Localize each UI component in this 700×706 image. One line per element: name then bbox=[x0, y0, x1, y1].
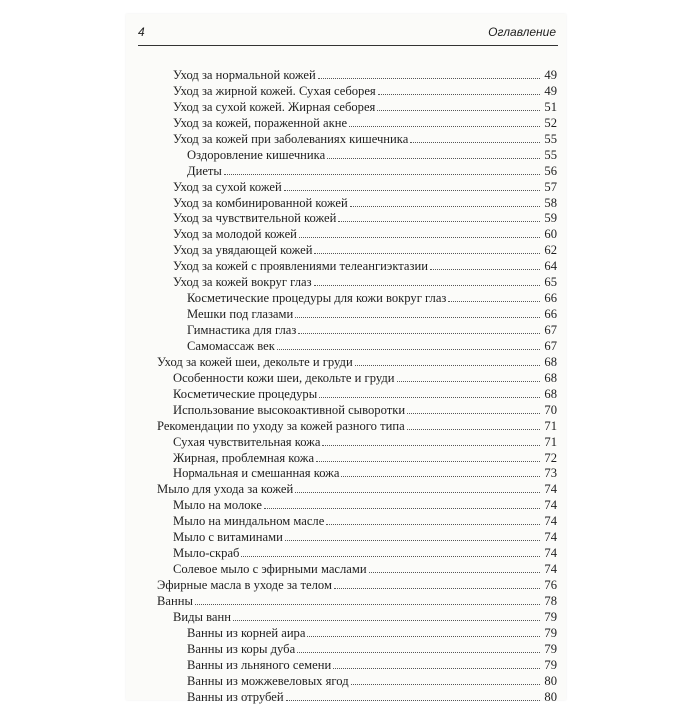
toc-entry-title: Рекомендации по уходу за кожей разного типа bbox=[157, 418, 405, 433]
toc-entry bbox=[157, 84, 557, 100]
toc-entry-title: Уход за кожей вокруг глаз bbox=[173, 275, 312, 290]
toc-entry bbox=[157, 626, 557, 642]
toc-entry-page: 55 bbox=[544, 131, 557, 146]
toc-entry-page: 79 bbox=[544, 641, 557, 656]
dot-leader bbox=[341, 466, 540, 477]
toc-entry-page: 55 bbox=[544, 147, 557, 162]
toc-entry bbox=[157, 451, 557, 467]
dot-leader bbox=[298, 323, 540, 334]
toc-entry-page: 49 bbox=[544, 83, 557, 98]
toc-entry-title: Мешки под глазами bbox=[187, 307, 294, 322]
dot-leader bbox=[334, 578, 540, 589]
toc-entry-title: Мыло на миндальном масле bbox=[173, 514, 325, 529]
toc-entry-title: Косметические процедуры bbox=[173, 386, 318, 401]
dot-leader bbox=[318, 68, 540, 79]
toc-entry-title: Уход за комбинированной кожей bbox=[173, 195, 348, 210]
dot-leader bbox=[369, 562, 540, 573]
toc-entry bbox=[157, 132, 557, 148]
toc-entry-page: 68 bbox=[544, 354, 557, 369]
toc-entry-title: Мыло на молоке bbox=[173, 498, 262, 513]
toc-entry-page: 74 bbox=[544, 498, 557, 513]
toc-entry bbox=[157, 578, 557, 594]
dot-leader bbox=[316, 451, 540, 462]
toc-entry-page: 73 bbox=[544, 466, 557, 481]
toc-entry bbox=[157, 100, 557, 116]
toc-entry bbox=[157, 387, 557, 403]
toc-entry-title: Сухая чувствительная кожа bbox=[173, 434, 321, 449]
toc-entry-title: Использование высокоактивной сыворотки bbox=[173, 402, 406, 417]
dot-leader bbox=[326, 514, 540, 525]
toc-entry-title: Уход за жирной кожей. Сухая себорея bbox=[173, 83, 376, 98]
toc-entry bbox=[157, 610, 557, 626]
toc-entry-title: Мыло для ухода за кожей bbox=[157, 482, 294, 497]
dot-leader bbox=[349, 116, 540, 127]
toc-entry-page: 68 bbox=[544, 370, 557, 385]
dot-leader bbox=[297, 642, 540, 653]
toc-entry-page: 66 bbox=[544, 307, 557, 322]
dot-leader bbox=[430, 259, 540, 270]
toc-entry bbox=[157, 562, 557, 578]
toc-entry bbox=[157, 658, 557, 674]
toc-entry-title: Особенности кожи шеи, декольте и груди bbox=[173, 370, 395, 385]
toc-entry-title: Уход за сухой кожей bbox=[173, 179, 282, 194]
toc-entry bbox=[157, 530, 557, 546]
toc-entry bbox=[157, 355, 557, 371]
dot-leader bbox=[277, 339, 540, 350]
toc-entry bbox=[157, 546, 557, 562]
dot-leader bbox=[333, 658, 540, 669]
dot-leader bbox=[233, 610, 540, 621]
toc-entry bbox=[157, 196, 557, 212]
toc-entry-page: 74 bbox=[544, 482, 557, 497]
toc-entry-title: Ванны из отрубей bbox=[187, 689, 284, 704]
toc-entry-title: Солевое мыло с эфирными маслами bbox=[173, 562, 367, 577]
toc-entry bbox=[157, 642, 557, 658]
toc-entry-page: 67 bbox=[544, 338, 557, 353]
dot-leader bbox=[195, 594, 540, 605]
toc-entry-page: 71 bbox=[544, 434, 557, 449]
toc-entry-title: Косметические процедуры для кожи вокруг глаз bbox=[187, 291, 447, 306]
dot-leader bbox=[355, 355, 540, 366]
toc-entry-page: 60 bbox=[544, 227, 557, 242]
dot-leader bbox=[295, 482, 540, 493]
toc-entry bbox=[157, 243, 557, 259]
dot-leader bbox=[351, 674, 540, 685]
toc-entry-page: 79 bbox=[544, 609, 557, 624]
dot-leader bbox=[319, 387, 540, 398]
toc-entry-title: Эфирные масла в уходе за телом bbox=[157, 578, 332, 592]
dot-leader bbox=[295, 307, 540, 318]
toc-entry bbox=[157, 339, 557, 355]
dot-leader bbox=[377, 100, 540, 111]
toc-entry bbox=[157, 435, 557, 451]
toc-entry bbox=[157, 466, 557, 482]
dot-leader bbox=[299, 227, 540, 238]
toc-entry-title: Уход за нормальной кожей bbox=[173, 68, 316, 82]
dot-leader bbox=[314, 275, 540, 286]
toc-entry bbox=[157, 259, 557, 275]
toc-entry-title: Уход за увядающей кожей bbox=[173, 243, 313, 258]
toc-entry-page: 79 bbox=[544, 625, 557, 640]
toc-entry bbox=[157, 690, 557, 706]
toc-entry-page: 71 bbox=[544, 418, 557, 433]
toc-entry-title: Ванны из коры дуба bbox=[187, 641, 296, 656]
toc-entry-title: Ванны из можжевеловых ягод bbox=[187, 673, 349, 688]
toc-entry-page: 68 bbox=[544, 386, 557, 401]
toc-entry-page: 59 bbox=[544, 211, 557, 226]
toc-entry-title: Уход за сухой кожей. Жирная себорея bbox=[173, 99, 376, 114]
dot-leader bbox=[264, 498, 540, 509]
toc-entry-page: 58 bbox=[544, 195, 557, 210]
toc-entry bbox=[157, 211, 557, 227]
dot-leader bbox=[314, 243, 540, 254]
toc-entry-page: 80 bbox=[544, 689, 557, 704]
toc-entry bbox=[157, 514, 557, 530]
toc-entry-title: Жирная, проблемная кожа bbox=[173, 450, 315, 465]
toc-entry-page: 57 bbox=[544, 179, 557, 194]
toc-entry-page: 76 bbox=[544, 578, 557, 592]
dot-leader bbox=[224, 164, 540, 175]
toc-entry bbox=[157, 403, 557, 419]
toc-entry bbox=[157, 307, 557, 323]
toc-entry-title: Оздоровление кишечника bbox=[187, 147, 326, 162]
toc-entry-page: 52 bbox=[544, 115, 557, 130]
toc-entry-page: 79 bbox=[544, 657, 557, 672]
running-title: Оглавление bbox=[488, 25, 556, 39]
toc-entry bbox=[157, 482, 557, 498]
dot-leader bbox=[448, 291, 540, 302]
toc-entry-page: 65 bbox=[544, 275, 557, 290]
toc-entry-title: Диеты bbox=[187, 163, 222, 178]
toc-entry-page: 78 bbox=[544, 593, 557, 608]
dot-leader bbox=[338, 211, 540, 222]
dot-leader bbox=[322, 435, 540, 446]
toc-entry-page: 67 bbox=[544, 323, 557, 337]
toc-entry-page: 49 bbox=[544, 68, 557, 82]
toc-entry bbox=[157, 116, 557, 132]
toc-entry-title: Уход за кожей при заболеваниях кишечника bbox=[173, 131, 409, 146]
toc-entry-title: Нормальная и смешанная кожа bbox=[173, 466, 340, 481]
dot-leader bbox=[350, 196, 540, 207]
toc-entry-page: 62 bbox=[544, 243, 557, 258]
dot-leader bbox=[378, 84, 540, 95]
toc-entry-page: 66 bbox=[544, 291, 557, 306]
dot-leader bbox=[327, 148, 540, 159]
toc-entry bbox=[157, 323, 557, 339]
toc-entry bbox=[157, 148, 557, 164]
toc-entry bbox=[157, 291, 557, 307]
toc-entry-page: 74 bbox=[544, 546, 557, 561]
toc-entry-title: Мыло с витаминами bbox=[173, 530, 283, 545]
book-page bbox=[126, 14, 566, 704]
toc-entry bbox=[157, 419, 557, 435]
toc-entry-page: 51 bbox=[544, 99, 557, 114]
toc-entry-page: 80 bbox=[544, 673, 557, 688]
toc-entry-page: 72 bbox=[544, 450, 557, 465]
toc-entry-title: Ванны из льняного семени bbox=[187, 657, 332, 672]
toc-entry-title: Уход за чувствительной кожей bbox=[173, 211, 337, 226]
toc-entry-title: Уход за кожей, пораженной акне bbox=[173, 115, 348, 130]
toc-entry bbox=[157, 498, 557, 514]
dot-leader bbox=[407, 403, 540, 414]
toc-entry-page: 64 bbox=[544, 259, 557, 274]
toc-entry bbox=[157, 371, 557, 387]
toc-entry-page: 56 bbox=[544, 163, 557, 178]
toc-entry-title: Мыло-скраб bbox=[173, 546, 240, 561]
toc-entry bbox=[157, 180, 557, 196]
toc-entry-title: Гимнастика для глаз bbox=[187, 323, 297, 337]
running-header bbox=[138, 25, 558, 46]
toc-entry-title: Ванны из корней аира bbox=[187, 625, 306, 640]
toc-entry bbox=[157, 674, 557, 690]
toc-entry bbox=[157, 594, 557, 610]
dot-leader bbox=[307, 626, 540, 637]
table-of-contents bbox=[157, 68, 557, 706]
toc-entry-title: Уход за молодой кожей bbox=[173, 227, 297, 242]
dot-leader bbox=[286, 690, 540, 701]
toc-entry-page: 70 bbox=[544, 402, 557, 417]
toc-entry bbox=[157, 227, 557, 243]
toc-entry-title: Уход за кожей шеи, декольте и груди bbox=[157, 354, 353, 369]
dot-leader bbox=[284, 180, 540, 191]
toc-entry-title: Уход за кожей с проявлениями телеангиэктазии bbox=[173, 259, 428, 274]
toc-entry-title: Виды ванн bbox=[173, 609, 232, 624]
toc-entry bbox=[157, 68, 557, 84]
toc-entry bbox=[157, 164, 557, 180]
page-number: 4 bbox=[138, 25, 145, 39]
dot-leader bbox=[407, 419, 540, 430]
toc-entry-page: 74 bbox=[544, 562, 557, 577]
toc-entry-page: 74 bbox=[544, 530, 557, 545]
dot-leader bbox=[397, 371, 541, 382]
dot-leader bbox=[285, 530, 540, 541]
toc-entry-page: 74 bbox=[544, 514, 557, 529]
dot-leader bbox=[241, 546, 540, 557]
dot-leader bbox=[410, 132, 540, 143]
toc-entry-title: Самомассаж век bbox=[187, 338, 275, 353]
toc-entry-title: Ванны bbox=[157, 593, 193, 608]
toc-entry bbox=[157, 275, 557, 291]
